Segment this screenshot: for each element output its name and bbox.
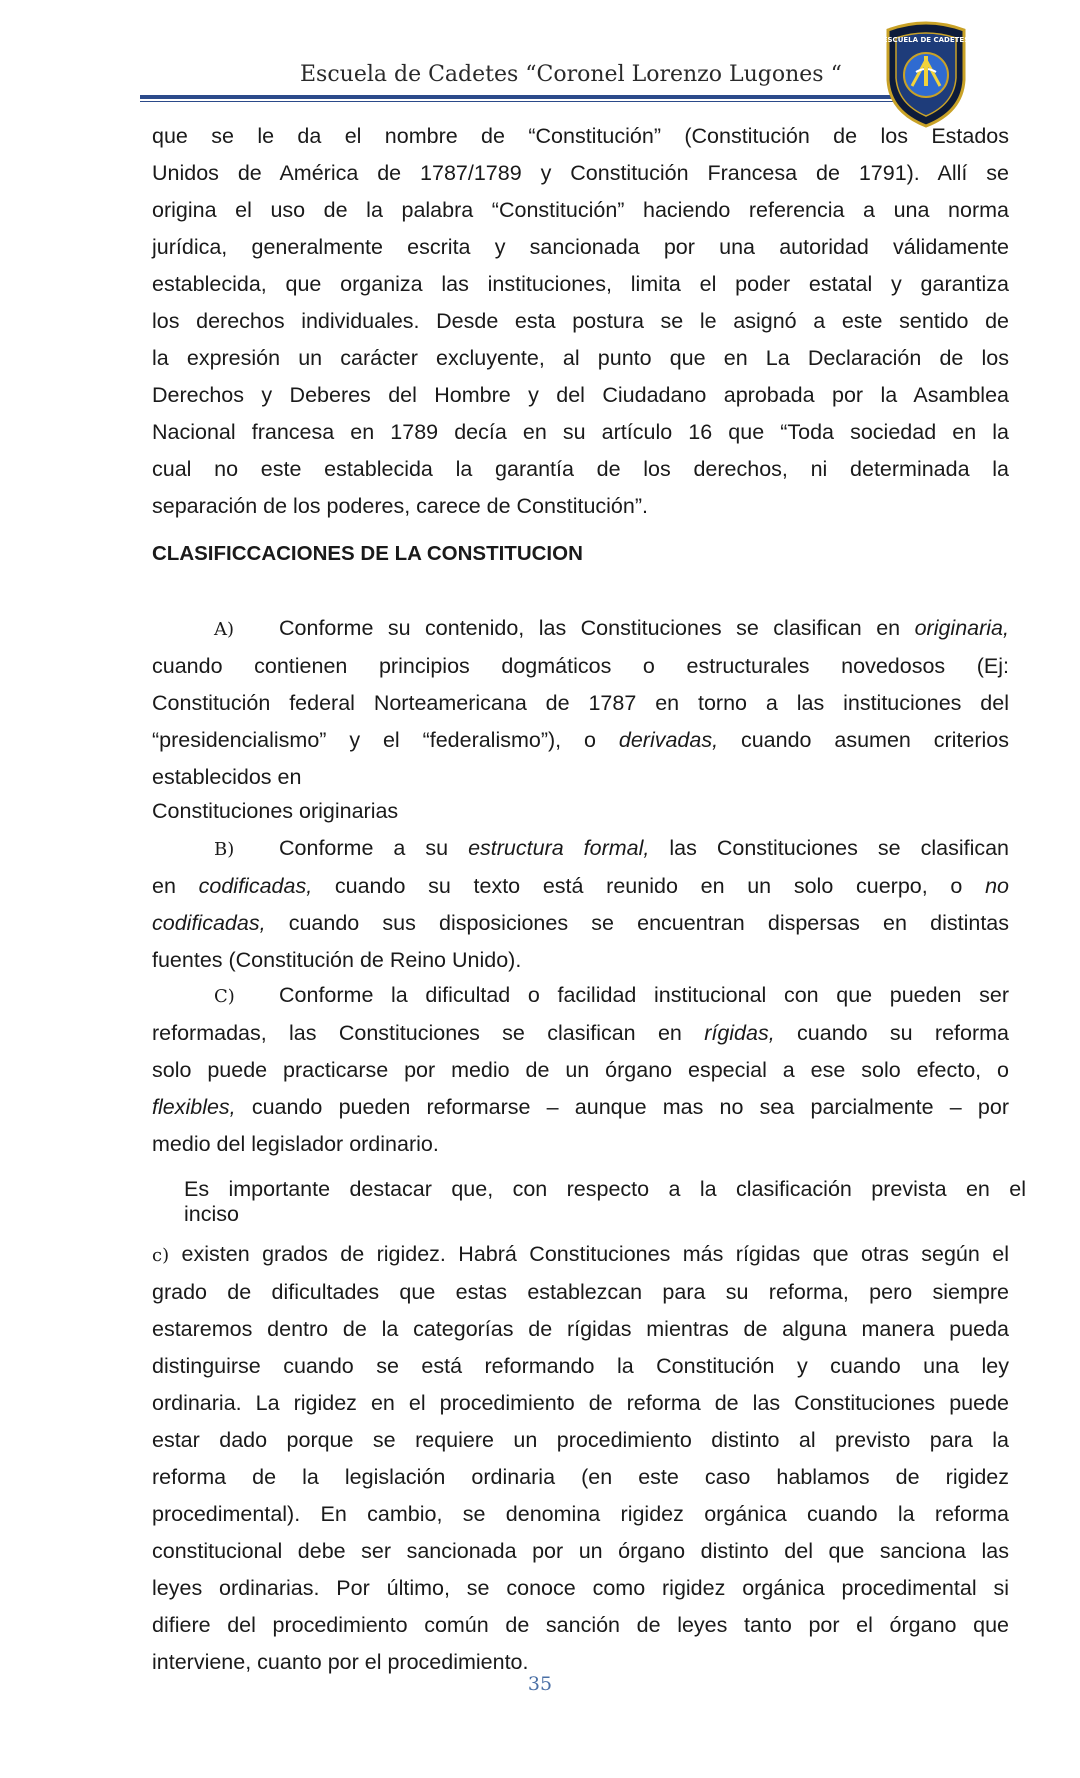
text-line: grado de dificultades que estas establezcan para su reforma, pero siempre bbox=[152, 1280, 1009, 1304]
text-line: distinguirse cuando se está reformando la Constitución y cuando una ley bbox=[152, 1354, 1009, 1378]
item-marker: c) bbox=[152, 1245, 170, 1266]
text-run: cuando su reforma bbox=[774, 1021, 1009, 1045]
emphasis: flexibles, bbox=[152, 1095, 236, 1119]
text-line: reforma de la legislación ordinaria (en este caso hablamos de rigidez bbox=[152, 1465, 1009, 1489]
text-line: ordinaria. La rigidez en el procedimiento de reforma de las Constituciones puede bbox=[152, 1391, 1009, 1415]
emphasis: estructura formal, bbox=[468, 836, 650, 860]
text-line: los derechos individuales. Desde esta postura se le asignó a este sentido de bbox=[152, 309, 1009, 333]
header-rule bbox=[140, 95, 920, 99]
text-line: interviene, cuanto por el procedimiento. bbox=[152, 1650, 529, 1674]
emphasis: rígidas, bbox=[704, 1021, 775, 1045]
emphasis: codificadas, bbox=[152, 911, 266, 935]
text-line: Derechos y Deberes del Hombre y del Ciudadano aprobada por la Asamblea bbox=[152, 383, 1009, 407]
text-line: medio del legislador ordinario. bbox=[152, 1132, 439, 1156]
item-c bbox=[152, 977, 1009, 1163]
item-marker: A) bbox=[214, 619, 235, 640]
text-run: cuando asumen criterios bbox=[718, 728, 1009, 752]
text-line: estaremos dentro de la categorías de rígidas mientras de alguna manera pueda bbox=[152, 1317, 1009, 1341]
note-paragraph bbox=[184, 1177, 1026, 1227]
item-a bbox=[152, 610, 1009, 826]
emphasis: originaria, bbox=[914, 616, 1009, 640]
header-rule-thin bbox=[140, 101, 920, 102]
header-title: Escuela de Cadetes “Coronel Lorenzo Lugones “ bbox=[300, 62, 842, 87]
text-line: solo puede practicarse por medio de un órgano especial a ese solo efecto, o bbox=[152, 1058, 1009, 1082]
text-line: procedimental). En cambio, se denomina rigidez orgánica cuando la reforma bbox=[152, 1502, 1009, 1526]
text-run: Conforme a su bbox=[279, 836, 469, 860]
text-line: cual no este establecida la garantía de los derechos, ni determinada la bbox=[152, 457, 1009, 481]
text-run: existen grados de rigidez. Habrá Constituciones más rígidas que otras según el bbox=[169, 1242, 1009, 1266]
text-line: establecida, que organiza las instituciones, limita el poder estatal y garantiza bbox=[152, 272, 1009, 296]
text-line: leyes ordinarias. Por último, se conoce como rigidez orgánica procedimental si bbox=[152, 1576, 1009, 1600]
text-line: Nacional francesa en 1789 decía en su artículo 16 que “Toda sociedad en la bbox=[152, 420, 1009, 444]
emphasis: codificadas, bbox=[198, 874, 313, 898]
text-line: Unidos de América de 1787/1789 y Constitución Francesa de 1791). Allí se bbox=[152, 161, 1009, 185]
text-run: “presidencialismo” y el “federalismo”), o bbox=[152, 728, 619, 752]
paragraph-intro bbox=[152, 118, 1009, 525]
text-run: Conforme su contenido, las Constituciones se clasifican en bbox=[279, 616, 915, 640]
text-run: Conforme la dificultad o facilidad institucional con que pueden ser bbox=[279, 983, 1009, 1007]
page-number: 35 bbox=[527, 1673, 553, 1695]
text-line: fuentes (Constitución de Reino Unido). bbox=[152, 948, 522, 972]
section-heading: CLASIFICCACIONES DE LA CONSTITUCION bbox=[152, 542, 583, 565]
text-line: difiere del procedimiento común de sanción de leyes tanto por el órgano que bbox=[152, 1613, 1009, 1637]
text-line: jurídica, generalmente escrita y sancionada por una autoridad válidamente bbox=[152, 235, 1009, 259]
text-run: las Constituciones se clasifican bbox=[649, 836, 1010, 860]
text-line: Constituciones originarias bbox=[152, 799, 399, 823]
paragraph-rigidez bbox=[152, 1236, 1009, 1681]
item-b bbox=[152, 830, 1009, 979]
text-line: cuando contienen principios dogmáticos o estructurales novedosos (Ej: bbox=[152, 654, 1009, 678]
item-marker: B) bbox=[214, 839, 235, 860]
text-run: cuando sus disposiciones se encuentran dispersas en distintas bbox=[265, 911, 1009, 935]
school-crest-icon bbox=[882, 20, 970, 128]
logo-text: ESCUELA DE CADETES bbox=[882, 36, 970, 44]
emphasis: no bbox=[985, 874, 1009, 898]
text-run: en bbox=[152, 874, 199, 898]
text-run: cuando su texto está reunido en un solo cuerpo, o bbox=[312, 874, 986, 898]
item-marker: C) bbox=[214, 986, 235, 1007]
text-run: reformadas, las Constituciones se clasifican en bbox=[152, 1021, 705, 1045]
text-line: estar dado porque se requiere un procedimiento distinto al previsto para la bbox=[152, 1428, 1009, 1452]
text-line: inciso bbox=[184, 1202, 239, 1226]
emphasis: derivadas, bbox=[618, 728, 719, 752]
text-line: separación de los poderes, carece de Constitución”. bbox=[152, 494, 648, 518]
text-line: la expresión un carácter excluyente, al punto que en La Declaración de los bbox=[152, 346, 1009, 370]
text-line: constitucional debe ser sancionada por un órgano distinto del que sanciona las bbox=[152, 1539, 1009, 1563]
text-line: Constitución federal Norteamericana de 1787 en torno a las instituciones del bbox=[152, 691, 1009, 715]
text-line: Es importante destacar que, con respecto a la clasificación prevista en el bbox=[184, 1177, 1026, 1201]
text-line: que se le da el nombre de “Constitución” (Constitución de los Estados bbox=[152, 124, 1009, 148]
text-run: cuando pueden reformarse – aunque mas no sea parcialmente – por bbox=[235, 1095, 1009, 1119]
text-line: establecidos en bbox=[152, 765, 302, 789]
text-line: origina el uso de la palabra “Constitución” haciendo referencia a una norma bbox=[152, 198, 1009, 222]
